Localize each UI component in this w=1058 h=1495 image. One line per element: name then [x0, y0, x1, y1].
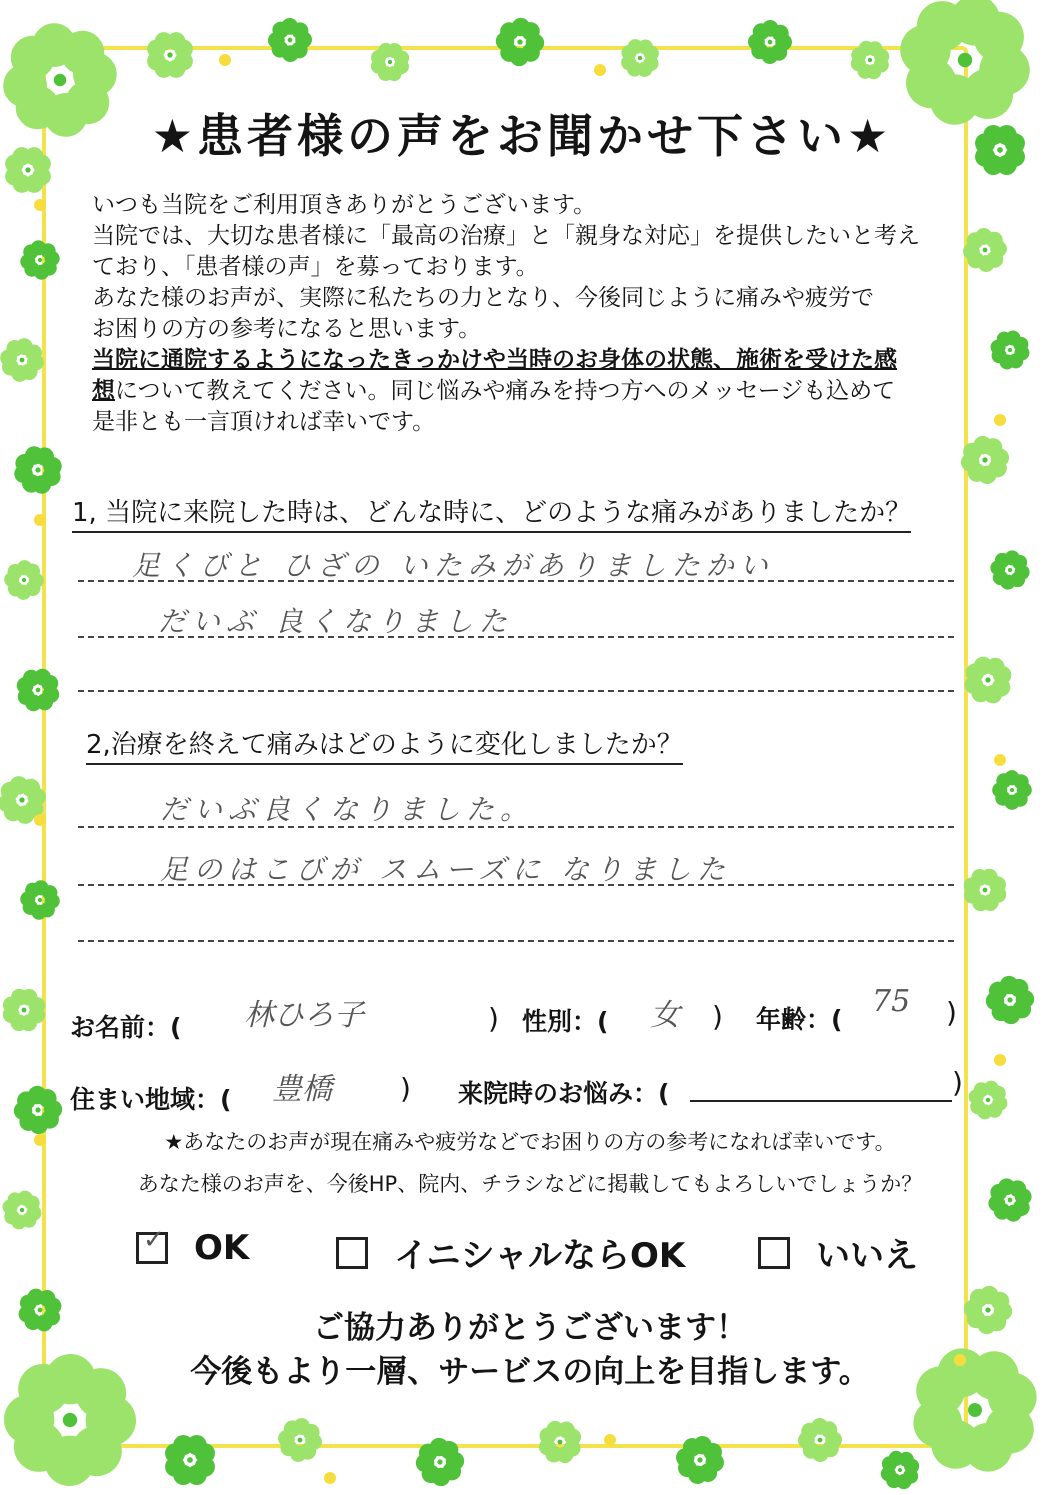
question-2-answer-line-2[interactable]: 足のはこびが スムーズに なりました: [160, 853, 732, 886]
intro-line: 是非とも一言頂ければ幸いです。: [92, 409, 436, 435]
intro-line: 当院では、大切な患者様に「最高の治療」と「親身な対応」を提供したいと考え: [92, 223, 920, 249]
no-label: いいえ: [816, 1236, 918, 1276]
area-close: ): [400, 1072, 411, 1105]
clover-icon: [979, 969, 1041, 1031]
note-line-1: ★あなたのお声が現在痛みや疲労などでお困りの方の参考になれば幸いです。: [164, 1130, 896, 1154]
dot-icon: [324, 1472, 336, 1484]
intro-line: ており、「患者様の声」を募っております。: [92, 254, 539, 280]
clover-icon: [986, 1176, 1034, 1224]
clover-icon: [967, 1079, 1010, 1122]
name-value[interactable]: 林ひろ子: [244, 998, 364, 1033]
intro-text: [92, 190, 952, 438]
answer-line: [78, 826, 954, 828]
question-1-answer-line-2[interactable]: だいぶ 良くなりました: [158, 605, 513, 638]
dot-icon: [994, 414, 1006, 426]
clover-icon: [879, 1449, 920, 1490]
intro-underlined: 想: [92, 378, 115, 404]
answer-line: [78, 580, 954, 582]
gender-close: ): [712, 1000, 723, 1033]
intro-line: いつも当院をご利用頂きありがとうございます。: [92, 192, 597, 218]
intro-line: あなた様のお声が、実際に私たちの力となり、今後同じように痛みや疲労で: [92, 285, 874, 311]
answer-line: [78, 636, 954, 638]
clover-icon: [963, 655, 1013, 705]
concern-label: 来院時のお悩み：(: [458, 1079, 670, 1108]
check-mark-icon: ✓: [143, 1225, 165, 1255]
note-line-2: あなた様のお声を、今後HP、院内、チラシなどに掲載してもよろしいでしょうか？: [137, 1172, 923, 1196]
initial-checkbox[interactable]: [336, 1237, 368, 1269]
clover-icon: [987, 547, 1032, 592]
intro-line: お困りの方の参考になると思います。: [92, 316, 482, 342]
clover-icon: [987, 765, 1036, 814]
clover-icon: [975, 125, 1025, 175]
intro-line: について教えてください。同じ悩みや痛みを持つ方へのメッセージも込めて: [115, 378, 896, 404]
area-label: 住まい地域：(: [70, 1085, 232, 1114]
answer-line: [78, 690, 954, 692]
age-value[interactable]: 75: [872, 984, 911, 1019]
initial-label: イニシャルならOK: [394, 1236, 686, 1276]
age-label: 年齢：(: [756, 1005, 843, 1034]
dot-icon: [994, 754, 1006, 766]
area-value[interactable]: 豊橋: [272, 1072, 332, 1107]
gender-label: 性別：(: [522, 1007, 609, 1036]
concern-line[interactable]: [690, 1100, 952, 1102]
ok-label: OK: [194, 1228, 250, 1268]
clover-icon: [984, 324, 1037, 377]
clover-icon: [0, 1188, 43, 1231]
concern-close: ): [952, 1066, 963, 1099]
name-label: お名前：(: [70, 1013, 182, 1042]
age-close: ): [946, 996, 957, 1029]
consent-ok[interactable]: [136, 1225, 250, 1268]
question-1-label: 1, 当院に来院した時は、どんな時に、どのような痛みがありましたか？: [72, 492, 911, 533]
answer-line: [78, 884, 954, 886]
thanks-line-1: ご協力ありがとうございます！: [313, 1310, 747, 1346]
gender-value[interactable]: 女: [650, 998, 680, 1033]
ok-checkbox[interactable]: [136, 1225, 168, 1264]
consent-initial[interactable]: [336, 1228, 685, 1277]
answer-line: [78, 940, 954, 942]
question-2-label: 2,治療を終えて痛みはどのように変化しましたか？: [86, 724, 683, 765]
question-2-answer-line-1[interactable]: だいぶ良くなりました。: [160, 793, 535, 826]
question-1-answer-line-1[interactable]: 足くびと ひざの いたみがありましたかい: [132, 549, 774, 582]
page-title: ★患者様の声をお聞かせ下さい★: [151, 109, 893, 163]
dot-icon: [994, 1054, 1006, 1066]
no-checkbox[interactable]: [758, 1237, 790, 1269]
name-close: ): [488, 1002, 499, 1035]
consent-no[interactable]: [758, 1228, 918, 1277]
intro-underlined: 当院に通院するようになったきっかけや当時のお身体の状態、施術を受けた感: [92, 347, 897, 373]
thanks-line-2: 今後もより一層、サービスの向上を目指します。: [190, 1354, 870, 1390]
